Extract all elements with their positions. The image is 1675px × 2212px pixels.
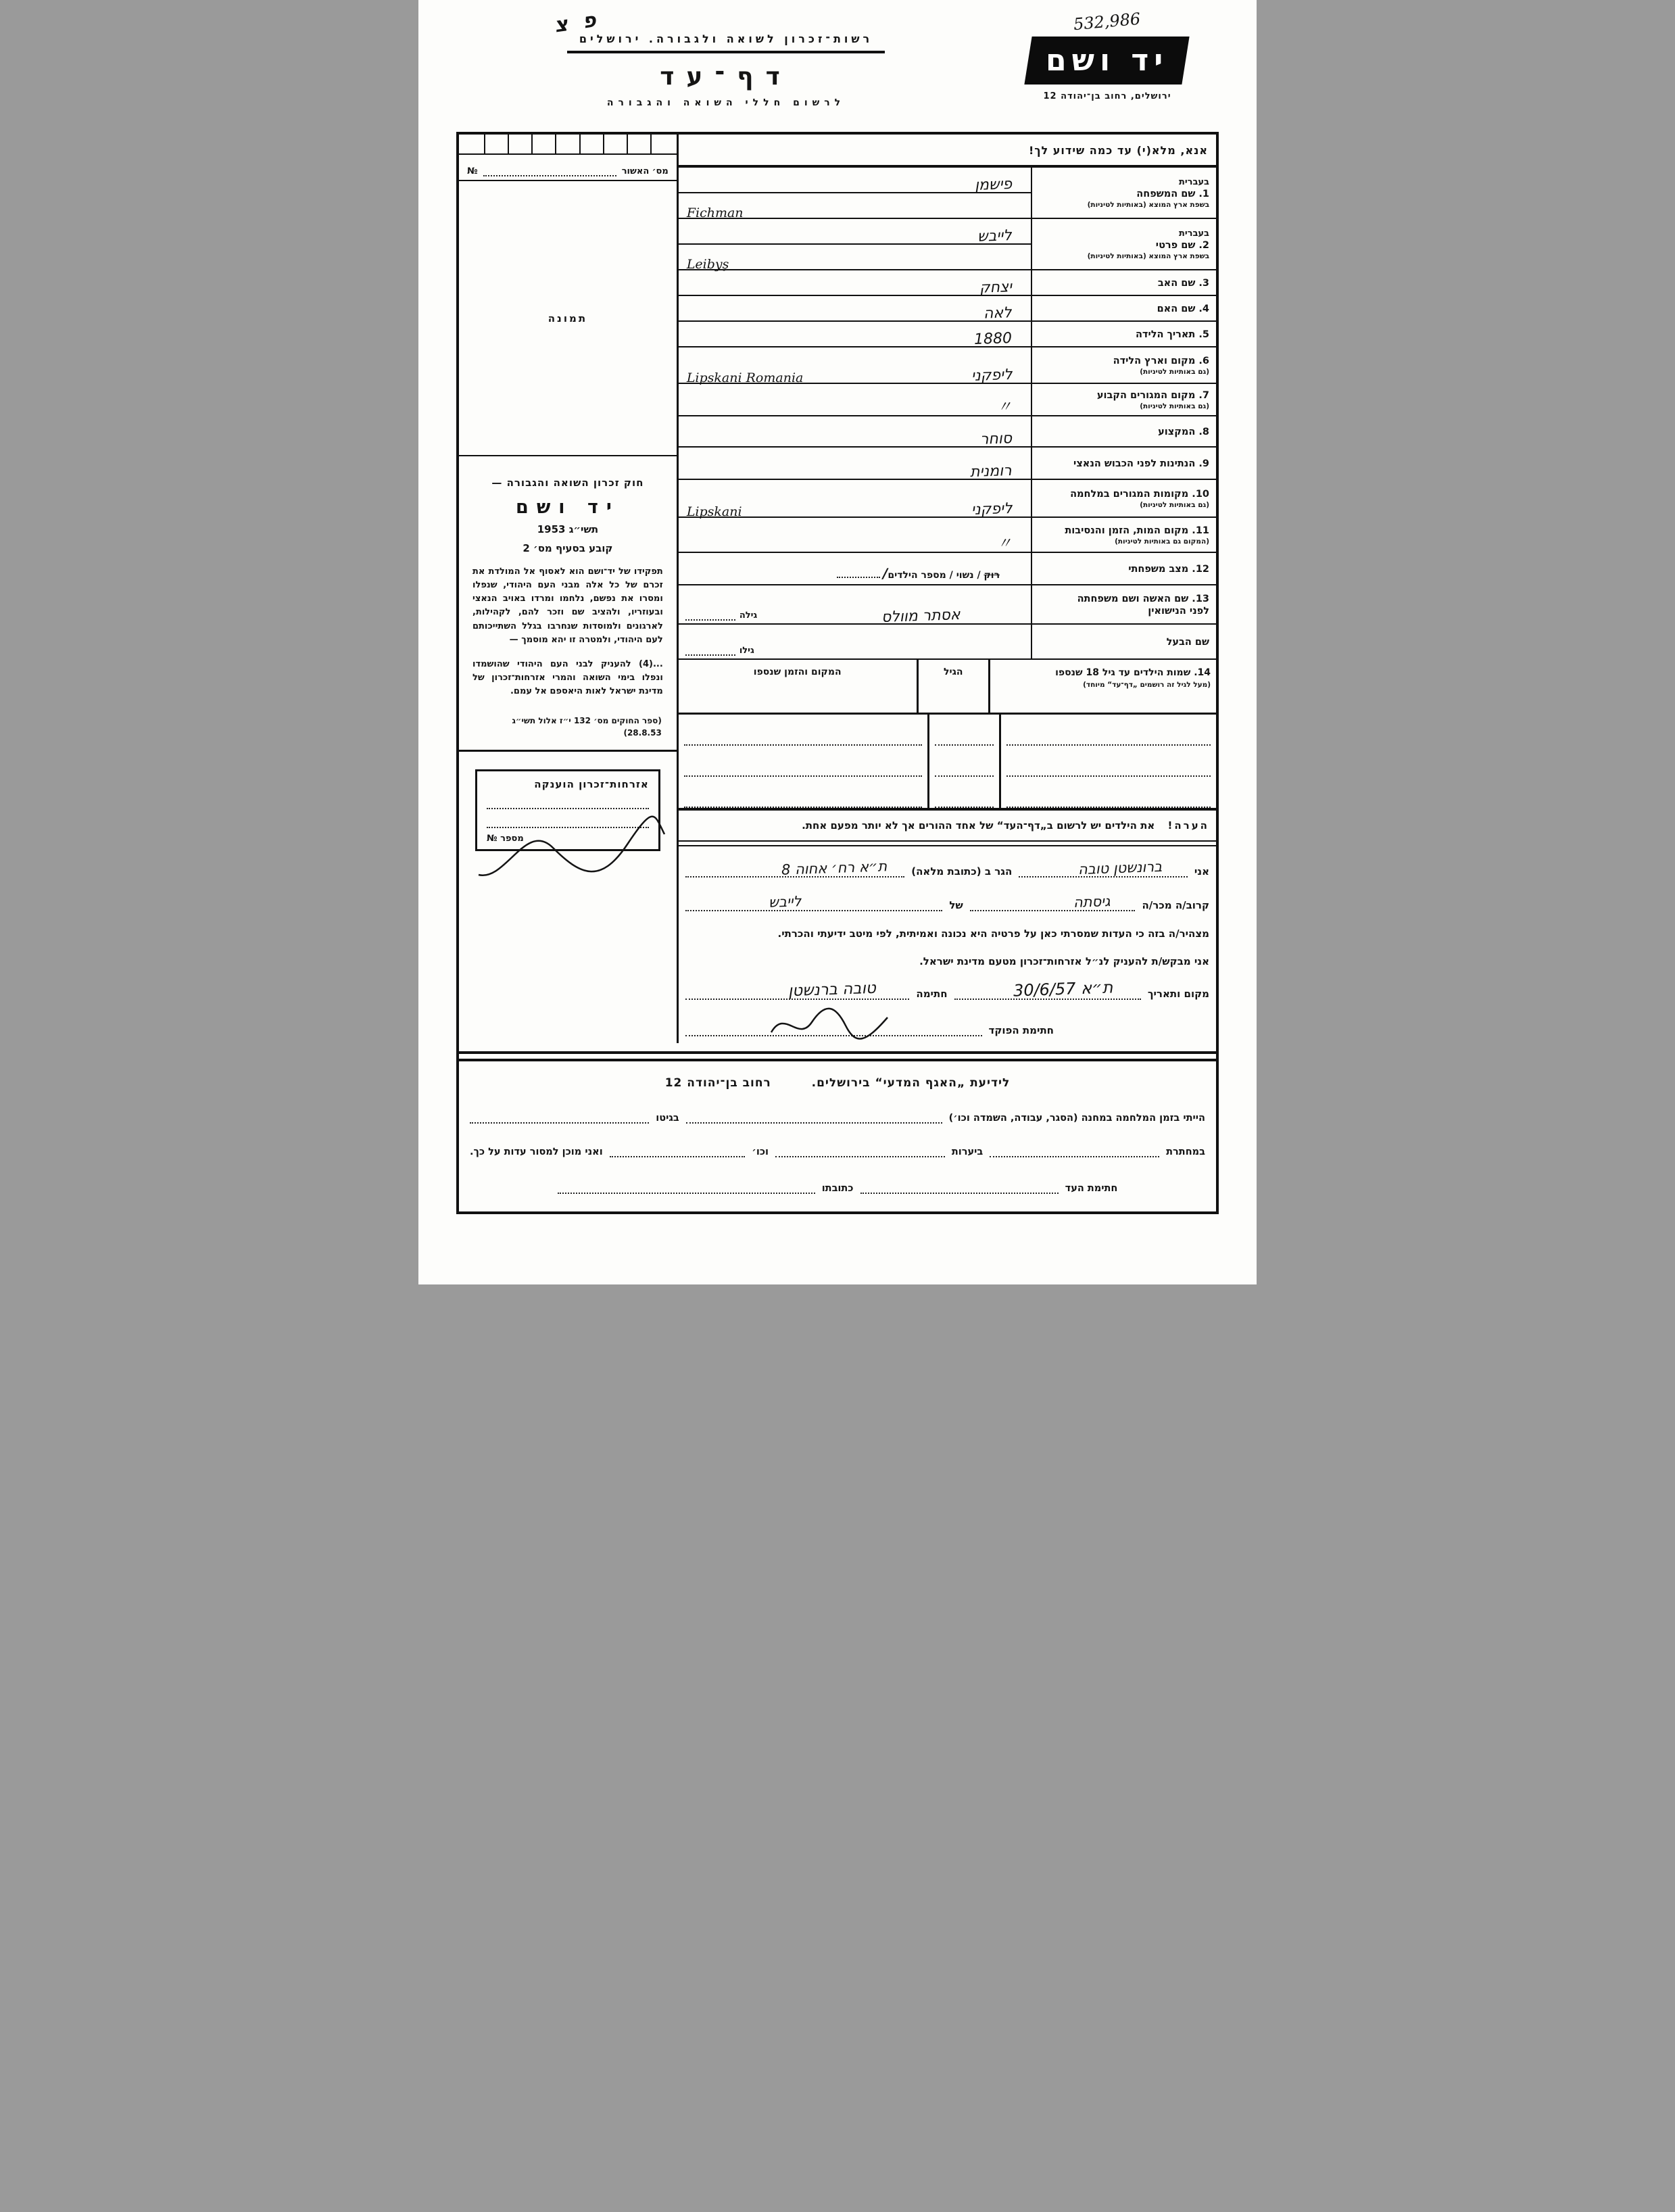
law-body-1: תפקידו של יד־ושם הוא לאסוף אל המולדת את זכרם של כל אלה מבני העם היהודי, שנפלו ומסרו את נפשם, נלחמו ומרדו באויב הנאצי ובעוזריו, ולהציב שם וזכר להם, לקהילות, לארגונים ולמוסדות שנחרבו בגלל השתייכותם לעם היהודי, ולמטרה זו יהא מוסמך — — [472, 567, 663, 645]
note-lead: הערה! — [1167, 819, 1209, 832]
witness-signature-row — [459, 1161, 1216, 1211]
field-label: הנתינות לפני הכבוש הנאצי — [1073, 458, 1196, 469]
field-label: שם האשה ושם משפחתה — [1077, 593, 1189, 604]
citizenship-line-1[interactable] — [487, 790, 649, 809]
law-heading: חוק זכרון השואה והגבורה — — [491, 477, 644, 489]
info-address: רחוב בן־יהודה 12 — [664, 1076, 771, 1090]
approval-number-row — [459, 155, 677, 181]
clerk-signature-line[interactable] — [685, 1020, 982, 1036]
testify-text: ואני מוכן למסור עדות על כך. — [470, 1147, 603, 1157]
handwritten-ditto-mark: 〃 — [996, 535, 1013, 553]
field-label: מצב משפחתי — [1128, 563, 1189, 575]
i-label: אני — [1194, 865, 1209, 877]
place-date-line[interactable] — [954, 978, 1141, 1001]
forests-line[interactable] — [775, 1141, 945, 1157]
handwritten-serial-number: 532,986 — [1073, 9, 1142, 34]
birth-date-write-area[interactable] — [679, 322, 1031, 346]
field-label: שם האם — [1157, 303, 1196, 314]
underground-label: במחתרת — [1166, 1147, 1205, 1157]
children-table-header — [679, 660, 1216, 715]
field-label: מקום המגורים הקבוע — [1096, 389, 1196, 401]
field-number: 14. — [1194, 667, 1211, 678]
handwritten-corner-mark: פ צ — [552, 7, 602, 38]
husband-label: שם הבעל — [1166, 636, 1209, 648]
child-name-line[interactable] — [1006, 717, 1211, 746]
field-label: המקצוע — [1158, 426, 1196, 437]
handwritten-birth-place-hebrew: ליפקני — [971, 366, 1013, 385]
handwritten-place-date: ת״א 30/6/57 — [1013, 978, 1113, 1001]
field-label: מקום המות, הזמן והנסיבות — [1065, 525, 1189, 536]
field-number: 1. — [1198, 189, 1209, 199]
law-year: תשי״ג 1953 — [537, 523, 599, 535]
field-row-death-place — [679, 518, 1216, 553]
field-sub-label: (גם באותיות לטיניות) — [1140, 367, 1209, 376]
handwritten-declarant-name: ברונשטן טובה — [1077, 858, 1163, 878]
field-number: 10. — [1192, 488, 1209, 500]
child-place-line[interactable] — [684, 748, 922, 777]
etc-line[interactable] — [610, 1141, 746, 1157]
note-text: את הילדים יש לרשום ב„דף־העד“ של אחד ההורים אך לא יותר מפעם אחת. — [802, 819, 1155, 832]
law-block — [459, 456, 677, 702]
resides-label: הגר ב (כתובת מלאה) — [911, 865, 1013, 877]
place-date-label: מקום ותאריך — [1147, 988, 1209, 1000]
yad-vashem-logo: יד ושם — [1025, 37, 1190, 85]
declarant-identity-row — [679, 846, 1216, 880]
option-married: נשוי — [956, 570, 974, 581]
field-label-line2: לפני הנישואין — [1148, 605, 1209, 617]
witness-signature-line[interactable] — [860, 1178, 1059, 1194]
approval-number-line[interactable] — [483, 160, 616, 176]
field-label: מקומות המגורים במלחמה — [1070, 488, 1189, 500]
children-col-place: המקום והזמן שנספו — [753, 667, 842, 677]
field-label: שם פרטי — [1155, 240, 1196, 251]
mother-name-write-area[interactable] — [679, 296, 1031, 320]
handwritten-wartime-residence-hebrew: ליפקני — [971, 500, 1013, 519]
child-name-line[interactable] — [1006, 748, 1211, 777]
field-sub-label: (גם באותיות לטיניות) — [1140, 402, 1209, 410]
approval-label: מס׳ האשור — [621, 166, 669, 176]
law-body-2: ...(4) להעניק לבני העם היהודי שהושמדו ונפלו בימי השואה והמרי אזרחות־זכרון של מדינת ישראל לאות היאספם אל עמם. — [472, 658, 663, 697]
relative-label: קרוב/ה מכר/ה — [1142, 899, 1209, 911]
handwritten-mother-name: לאה — [983, 304, 1013, 322]
field-number: 3. — [1198, 277, 1209, 289]
field-number: 11. — [1192, 525, 1209, 536]
marital-status-options: רוק / נשוי / מספר הילדים∕ — [837, 565, 1000, 581]
handwritten-family-name-latin: Fichman — [686, 206, 744, 220]
field-number: 9. — [1198, 458, 1209, 469]
wife-age-label: גילה — [739, 610, 758, 621]
form-main-column — [677, 135, 1216, 1043]
field-number: 4. — [1198, 303, 1209, 314]
child-age-line[interactable] — [935, 779, 994, 808]
testimony-page — [418, 0, 1257, 1284]
place-date-signature-row — [679, 969, 1216, 1003]
forests-label: ביערות — [951, 1147, 984, 1157]
husband-name-write-area[interactable] — [679, 625, 1031, 658]
field-label: שם המשפחה — [1136, 189, 1196, 199]
field-number: 2. — [1198, 240, 1209, 251]
declarant-name-line[interactable] — [1019, 858, 1188, 878]
relation-of-line[interactable] — [685, 895, 943, 911]
citizenship-line-2[interactable] — [487, 809, 649, 828]
form-side-column — [459, 135, 677, 1043]
field-row-birth-date — [679, 322, 1216, 347]
double-rule — [679, 840, 1216, 846]
side-divider-rule — [459, 750, 677, 752]
citizenship-write-area[interactable] — [679, 448, 1031, 479]
field-sub-label: בשפת ארץ המוצא (באותיות לטיניות) — [1087, 201, 1209, 209]
children-count-dots[interactable] — [837, 574, 880, 578]
scientific-branch-line — [459, 1061, 1216, 1094]
field-row-profession — [679, 416, 1216, 448]
handwritten-relation-of-name: לייבש — [768, 893, 802, 911]
option-children-count: מספר הילדים — [888, 570, 946, 581]
handwritten-ditto-mark: 〃 — [996, 398, 1013, 416]
tick-comb-ruler — [459, 135, 677, 155]
witness-address-line[interactable] — [558, 1178, 815, 1194]
memorial-citizenship-box — [475, 769, 660, 851]
underground-row — [459, 1128, 1216, 1161]
declarant-address-line[interactable] — [685, 858, 904, 878]
child-age-line[interactable] — [935, 717, 994, 746]
title-block — [456, 9, 996, 108]
field-number: 8. — [1198, 426, 1209, 437]
citizenship-box-title: אזרחות־זכרון הוענקה — [534, 778, 649, 791]
wartime-residence-write-area[interactable] — [679, 480, 1031, 519]
field-label: שם האב — [1157, 277, 1196, 289]
death-place-write-area[interactable] — [679, 518, 1031, 552]
form-subtitle: לרשום חללי השואה והגבורה — [606, 97, 846, 108]
handwritten-relation: גיסתה — [1073, 893, 1111, 911]
citizenship-number-row — [487, 834, 649, 844]
law-reference: (ספר החוקים מס׳ 132 י״ז אלול תשי״ג 28.8.53) — [512, 716, 662, 738]
form-border-box — [456, 132, 1219, 1214]
children-table-row — [679, 746, 1216, 777]
clerk-signature-label: חתימת הפוקד — [988, 1024, 1054, 1036]
photo-box — [459, 181, 677, 456]
field-sub-label: (המקום גם באותיות לטיניות) — [1115, 537, 1209, 546]
clerk-signature-row — [679, 1003, 1216, 1043]
witness-address-label: כתובתו — [821, 1183, 854, 1194]
clerk-signature-scribble — [764, 1005, 893, 1043]
wife-age-slot[interactable] — [685, 610, 757, 621]
handwritten-signature: טובה ברנשטן — [787, 979, 877, 1001]
law-yad-vashem: יד ושם — [516, 497, 620, 518]
handwritten-declarant-address: ת״א רח׳ אחוה 8 — [781, 858, 888, 878]
birth-place-write-area[interactable] — [679, 347, 1031, 383]
logo-address: ירושלים, רחוב בן־יהודה 12 — [1043, 91, 1171, 101]
note-line — [679, 808, 1216, 840]
children-table-row — [679, 715, 1216, 746]
child-place-line[interactable] — [684, 717, 922, 746]
field-number: 12. — [1192, 563, 1209, 575]
field-number: 5. — [1198, 329, 1209, 340]
signature-label: חתימה — [916, 988, 948, 1000]
camp-label: הייתי בזמן המלחמה במחנה (הסגר, עבודה, השמדה וכו׳) — [948, 1113, 1205, 1124]
handwritten-family-name-hebrew: פישמן — [974, 176, 1013, 194]
relation-row — [679, 880, 1216, 914]
ghetto-line[interactable] — [470, 1107, 649, 1124]
handwritten-citizenship: רומנית — [970, 462, 1013, 481]
info-text: לידיעת „האגף המדעי“ בירושלים. — [811, 1076, 1011, 1090]
child-place-line[interactable] — [684, 779, 922, 808]
husband-age-dots[interactable] — [685, 646, 735, 656]
field-row-wife-name — [679, 585, 1216, 625]
numero-sign: № — [467, 166, 478, 176]
declaration-text: מצהיר/ה בזה כי העדות שמסרתי כאן על פרטיה היא נכונה ואמיתית, לפי מיטב ידיעתי והכרתי. — [777, 928, 1209, 940]
underground-line[interactable] — [990, 1141, 1159, 1157]
handwritten-wife-name: אסתר מוולס — [881, 606, 961, 627]
plea-line: אנא, מלא(י) עד כמה שידוע לך! — [679, 135, 1216, 168]
field-row-marital-status — [679, 553, 1216, 585]
children-sub-label: (מעל לגיל זה רושמים „דף־עד“ מיוחד) — [1083, 681, 1211, 689]
children-col-age: הגיל — [917, 660, 988, 713]
first-name-write-area[interactable] — [679, 219, 1031, 272]
ghetto-label: בגיטו — [656, 1113, 679, 1124]
field-row-mother-name — [679, 296, 1216, 322]
option-single: רוק — [984, 570, 1000, 581]
husband-age-label: גילו — [739, 646, 754, 656]
handwritten-birth-place-latin: Lipskani Romania — [686, 370, 804, 385]
field-row-permanent-residence — [679, 384, 1216, 416]
field-row-citizenship — [679, 448, 1216, 480]
field-number: 13. — [1192, 593, 1209, 604]
marital-status-write-area[interactable] — [679, 553, 1031, 584]
field-row-father-name — [679, 270, 1216, 296]
handwritten-slash-mark: ∕ — [883, 565, 888, 581]
field-number: 7. — [1198, 389, 1209, 401]
heavy-double-rule — [459, 1051, 1216, 1061]
profession-write-area[interactable] — [679, 416, 1031, 446]
children-table-row — [679, 777, 1216, 808]
husband-age-slot[interactable] — [685, 646, 754, 656]
of-label: של — [949, 899, 963, 911]
handwritten-first-name-hebrew: לייבש — [977, 227, 1013, 245]
organization-line: רשות־זכרון לשואה ולגבורה. ירושלים — [567, 32, 885, 53]
field-row-husband-name — [679, 625, 1216, 660]
permanent-residence-write-area[interactable] — [679, 384, 1031, 415]
handwritten-first-name-latin: Leibyş — [686, 257, 729, 272]
field-row-birth-place — [679, 347, 1216, 384]
camp-line[interactable] — [686, 1107, 942, 1124]
child-age-line[interactable] — [935, 748, 994, 777]
handwritten-father-name: יצחק — [979, 279, 1013, 297]
numero-sign: № — [487, 834, 497, 844]
wife-age-dots[interactable] — [685, 611, 735, 621]
logo-block — [996, 9, 1219, 101]
form-title: דף־עד — [660, 63, 792, 91]
wife-name-write-area[interactable] — [679, 585, 1031, 627]
field-label: תאריך הלידה — [1135, 329, 1196, 340]
handwritten-wartime-residence-latin: Lipskani — [686, 504, 742, 519]
etc-label: וכו׳ — [752, 1147, 769, 1157]
field-row-family-name — [679, 168, 1216, 219]
child-name-line[interactable] — [1006, 779, 1211, 808]
photo-label: תמונה — [548, 312, 588, 324]
field-label: מקום וארץ הלידה — [1113, 355, 1196, 366]
family-name-write-area[interactable] — [679, 168, 1031, 218]
field-row-wartime-residence — [679, 480, 1216, 518]
father-name-write-area[interactable] — [679, 270, 1031, 295]
handwritten-birth-date: 1880 — [973, 330, 1013, 348]
field-pre-label: בעברית — [1178, 229, 1209, 239]
handwritten-profession: סוחר — [979, 430, 1013, 448]
children-label: שמות הילדים עד גיל 18 שנספו — [1055, 667, 1191, 678]
citizenship-number-label: מספר — [500, 834, 524, 844]
camp-row — [459, 1094, 1216, 1128]
field-pre-label: בעברית — [1178, 177, 1209, 187]
relation-line[interactable] — [970, 895, 1136, 911]
request-text: אני מבקש/ת להעניק לנ״ל אזרחות־זכרון מטעם מדינת ישראל. — [919, 955, 1209, 967]
signature-line[interactable] — [685, 979, 910, 1001]
field-number: 6. — [1198, 355, 1209, 366]
law-section: קובע בסעיף מס׳ 2 — [523, 542, 613, 554]
field-sub-label: (גם באותיות לטיניות) — [1140, 500, 1209, 509]
field-sub-label: בשפת ארץ המוצא (באותיות לטיניות) — [1087, 252, 1209, 260]
witness-signature-label: חתימת העד — [1065, 1183, 1118, 1194]
field-row-first-name — [679, 219, 1216, 270]
page-header — [456, 9, 1219, 128]
